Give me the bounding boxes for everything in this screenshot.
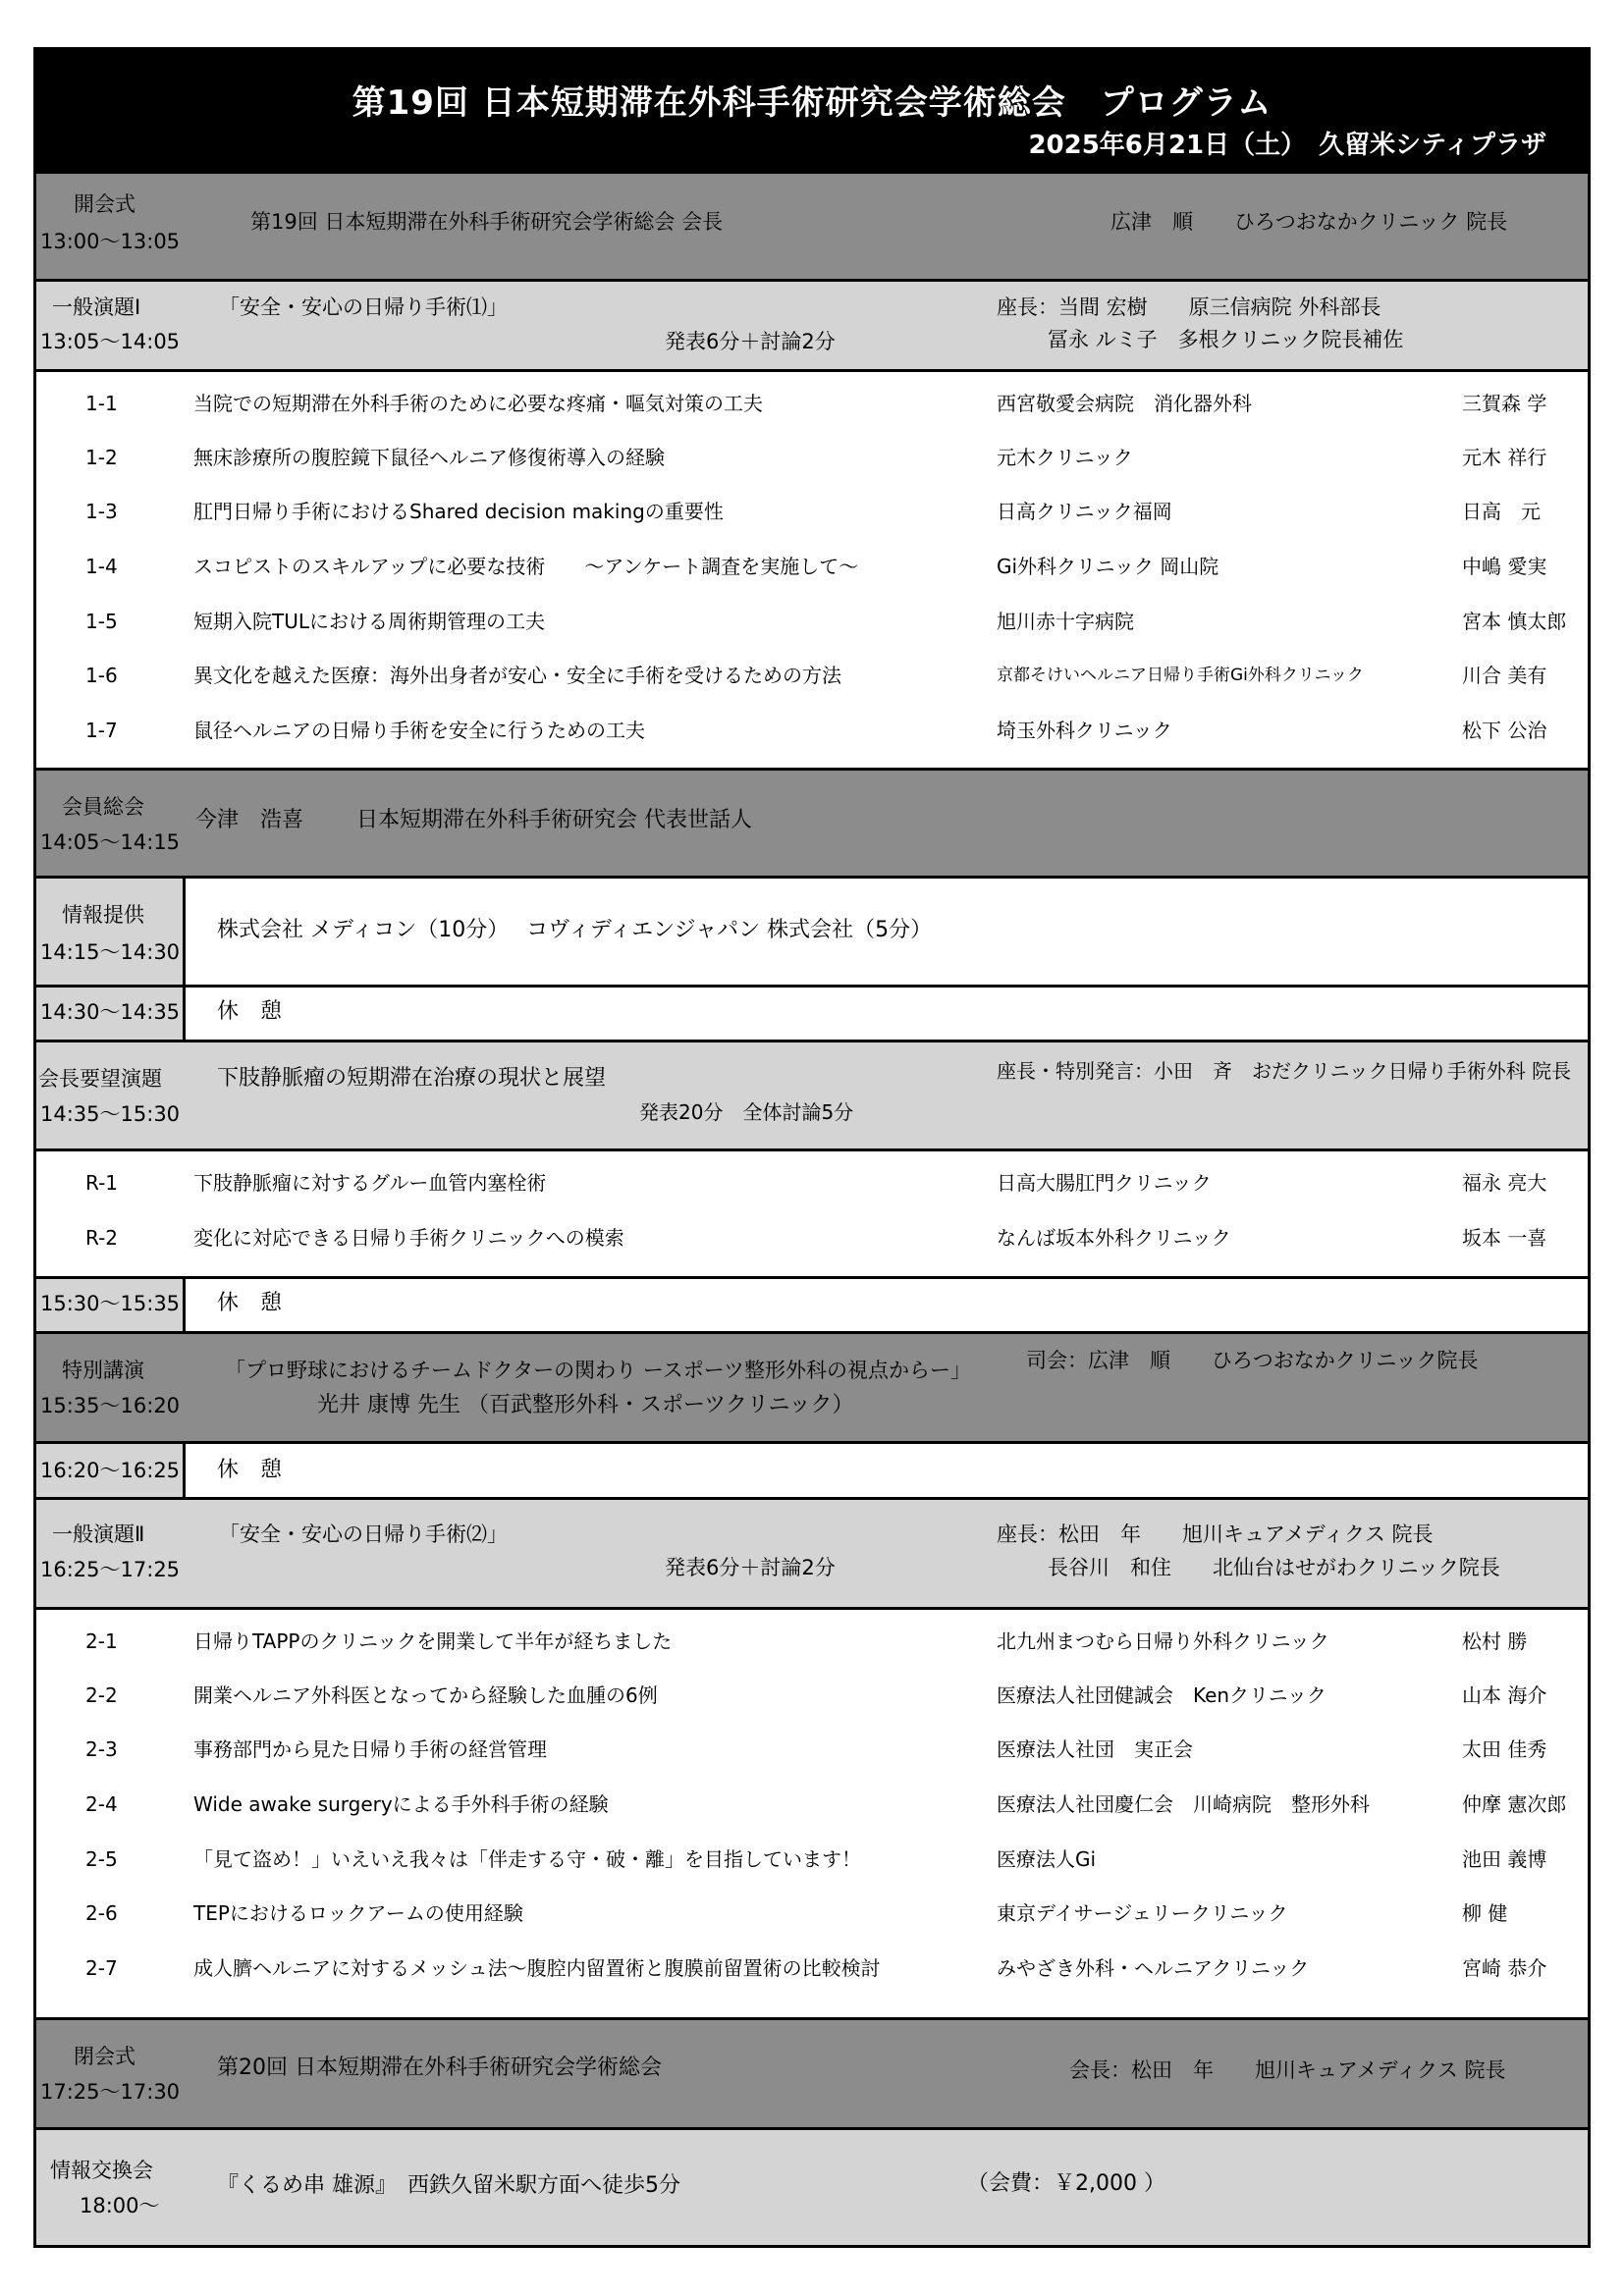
session2-format: 発表6分＋討論2分 [665, 1556, 836, 1579]
general-meeting-time: 14:05～14:15 [40, 830, 181, 854]
opening-person: 広津 順 ひろつおなかクリニック 院長 [1110, 210, 1508, 234]
table-row [36, 715, 1588, 746]
talk-speaker: 福永 亮大 [1462, 1171, 1547, 1195]
closing-time: 17:25～17:30 [40, 2080, 181, 2104]
general-meeting-section [36, 768, 1588, 876]
exchange-time: 18:00～ [80, 2194, 160, 2217]
table-row [36, 1897, 1588, 1929]
talk-institution: 旭川赤十字病院 [997, 610, 1134, 633]
session2-label: 一般演題Ⅱ [52, 1522, 145, 1546]
closing-label: 閉会式 [74, 2045, 135, 2068]
talk-number: R-1 [85, 1171, 119, 1195]
talk-title: 開業ヘルニア外科医となってから経験した血腫の6例 [193, 1683, 658, 1707]
opening-role: 第19回 日本短期滞在外科手術研究会学術総会 会長 [250, 210, 724, 234]
table-row [36, 1680, 1588, 1711]
talk-number: 2-1 [85, 1629, 118, 1653]
talk-institution: 元木クリニック [997, 446, 1133, 469]
exchange-fee: （会費：￥2,000 ） [967, 2171, 1165, 2196]
general-meeting-person: 今津 浩喜 [195, 808, 304, 832]
talk-institution: 埼玉外科クリニック [997, 719, 1172, 742]
info-section [36, 876, 1588, 985]
talk-speaker: 池田 義博 [1462, 1847, 1547, 1871]
talk-speaker: 松下 公治 [1462, 719, 1547, 742]
general-meeting-label: 会員総会 [62, 795, 144, 819]
talk-speaker: 三賀森 学 [1462, 392, 1547, 415]
session1-chair-2: 冨永 ルミ子 多根クリニック院長補佐 [1048, 328, 1404, 351]
table-row [36, 1626, 1588, 1657]
talk-title: 無床診療所の腹腔鏡下鼠径ヘルニア修復術導入の経験 [193, 446, 665, 469]
info-label: 情報提供 [62, 903, 144, 927]
session1-header [36, 279, 1588, 369]
talk-speaker: 山本 海介 [1462, 1683, 1547, 1707]
talk-title: 「見て盗め！」いえいえ我々は「伴走する守・破・離」を目指しています！ [193, 1847, 861, 1871]
break3-label: 休 憩 [217, 1458, 283, 1482]
special-time: 15:35～16:20 [40, 1394, 181, 1417]
table-row [36, 1952, 1588, 1984]
request-label: 会長要望演題 [38, 1067, 162, 1091]
talk-institution: 医療法人社団健誠会 Kenクリニック [997, 1683, 1326, 1707]
special-lecture-section [36, 1331, 1588, 1441]
request-chair: 座長・特別発言：小田 斉 おだクリニック日帰り手術外科 院長 [997, 1059, 1572, 1083]
break2-section [36, 1276, 1588, 1331]
break3-time: 16:20～16:25 [40, 1459, 181, 1482]
talk-institution: 東京デイサージェリークリニック [997, 1901, 1288, 1925]
talk-speaker: 宮本 慎太郎 [1462, 610, 1567, 633]
talk-number: 1-5 [85, 610, 118, 633]
talk-title: スコピストのスキルアップに必要な技術 ～アンケート調査を実施して～ [193, 555, 859, 578]
talk-number: 1-6 [85, 664, 118, 687]
request-talks [36, 1148, 1588, 1276]
talk-institution: みやざき外科・ヘルニアクリニック [997, 1956, 1310, 1980]
talk-title: 成人臍ヘルニアに対するメッシュ法～腹腔内留置術と腹膜前留置術の比較検討 [193, 1956, 881, 1980]
request-header [36, 1040, 1588, 1148]
talk-institution: 医療法人Gi [997, 1847, 1097, 1871]
program-header [36, 50, 1588, 171]
talk-speaker: 仲摩 憲次郎 [1462, 1792, 1567, 1816]
table-row [36, 1843, 1588, 1875]
closing-text: 第20回 日本短期滞在外科手術研究会学術総会 [217, 2056, 662, 2080]
talk-institution: 西宮敬愛会病院 消化器外科 [997, 392, 1252, 415]
talk-number: R-2 [85, 1226, 119, 1250]
talk-number: 2-2 [85, 1683, 118, 1707]
opening-section [36, 171, 1588, 279]
exchange-venue: 『くるめ串 雄源』 西鉄久留米駅方面へ徒歩5分 [217, 2173, 680, 2198]
program-date-venue: 2025年6月21日（土） 久留米シティプラザ [1028, 131, 1546, 160]
talk-title: 変化に対応できる日帰り手術クリニックへの模索 [193, 1226, 624, 1250]
info-label-box [36, 879, 186, 985]
opening-label: 開会式 [74, 192, 135, 216]
talk-number: 2-4 [85, 1792, 118, 1816]
special-speaker: 光井 康博 先生 （百武整形外科・スポーツクリニック） [317, 1393, 854, 1417]
talk-number: 1-2 [85, 446, 118, 469]
session2-time: 16:25～17:25 [40, 1558, 181, 1581]
talk-title: 事務部門から見た日帰り手術の経営管理 [193, 1737, 547, 1761]
table-row [36, 1734, 1588, 1765]
general-meeting-role: 日本短期滞在外科手術研究会 代表世話人 [356, 808, 752, 832]
talk-institution: なんば坂本外科クリニック [997, 1226, 1231, 1250]
talk-institution: 医療法人社団 実正会 [997, 1737, 1193, 1761]
talk-title: 日帰りTAPPのクリニックを開業して半年が経ちました [193, 1629, 673, 1653]
request-theme: 下肢静脈瘤の短期滞在治療の現状と展望 [217, 1066, 607, 1091]
closing-section [36, 2017, 1588, 2127]
break2-time: 15:30～15:35 [40, 1292, 181, 1315]
request-format: 発表20分 全体討論5分 [639, 1100, 854, 1124]
table-row [36, 496, 1588, 527]
table-row [36, 442, 1588, 473]
talk-institution: 日高大腸肛門クリニック [997, 1171, 1212, 1195]
program-title: 第19回 日本短期滞在外科手術研究会学術総会 プログラム [352, 83, 1272, 123]
table-row [36, 1789, 1588, 1820]
talk-title: 鼠径ヘルニアの日帰り手術を安全に行うための工夫 [193, 719, 645, 742]
special-moderator: 司会：広津 順 ひろつおなかクリニック院長 [1026, 1349, 1479, 1372]
talk-number: 1-7 [85, 719, 118, 742]
table-row [36, 388, 1588, 419]
session2-theme: 「安全・安心の日帰り手術⑵」 [219, 1522, 508, 1546]
talk-institution: 医療法人社団慶仁会 川崎病院 整形外科 [997, 1792, 1370, 1816]
talk-number: 1-3 [85, 500, 118, 523]
table-row [36, 1167, 1588, 1199]
exchange-label: 情報交換会 [50, 2159, 153, 2182]
session1-format: 発表6分＋討論2分 [665, 330, 836, 353]
info-text: 株式会社 メディコン（10分） コヴィディエンジャパン 株式会社（5分） [217, 918, 933, 942]
break1-label: 休 憩 [217, 999, 283, 1024]
talk-institution: 京都そけいヘルニア日帰り手術Gi外科クリニック [997, 666, 1364, 685]
session2-header [36, 1497, 1588, 1607]
talk-institution: Gi外科クリニック 岡山院 [997, 555, 1219, 578]
talk-speaker: 太田 佳秀 [1462, 1737, 1547, 1761]
request-time: 14:35～15:30 [40, 1102, 181, 1126]
talk-speaker: 柳 健 [1462, 1901, 1508, 1925]
talk-title: 肛門日帰り手術におけるShared decision makingの重要性 [193, 500, 724, 523]
session2-chair-2: 長谷川 和住 北仙台はせがわクリニック院長 [1048, 1556, 1500, 1579]
table-row [36, 606, 1588, 637]
talk-speaker: 中嶋 愛実 [1462, 555, 1547, 578]
talk-number: 2-3 [85, 1737, 118, 1761]
talk-title: TEPにおけるロックアームの使用経験 [193, 1901, 523, 1925]
talk-number: 2-7 [85, 1956, 118, 1980]
talk-speaker: 川合 美有 [1462, 664, 1547, 687]
break1-time: 14:30～14:35 [40, 1000, 181, 1024]
special-label: 特別講演 [62, 1359, 144, 1382]
session1-label: 一般演題Ⅰ [52, 295, 141, 319]
talk-number: 2-5 [85, 1847, 118, 1871]
talk-speaker: 日高 元 [1462, 500, 1541, 523]
table-row [36, 551, 1588, 582]
break3-section [36, 1441, 1588, 1497]
talk-number: 2-6 [85, 1901, 118, 1925]
exchange-section [36, 2127, 1588, 2245]
talk-speaker: 元木 祥行 [1462, 446, 1547, 469]
info-time: 14:15～14:30 [40, 940, 181, 964]
table-row [36, 1222, 1588, 1254]
talk-number: 1-1 [85, 392, 118, 415]
session1-talks [36, 369, 1588, 768]
talk-title: Wide awake surgeryによる手外科手術の経験 [193, 1792, 609, 1816]
session2-chair-1: 座長：松田 年 旭川キュアメディクス 院長 [997, 1522, 1434, 1546]
talk-institution: 北九州まつむら日帰り外科クリニック [997, 1629, 1329, 1653]
talk-title: 下肢静脈瘤に対するグルー血管内塞栓術 [193, 1171, 547, 1195]
talk-title: 異文化を越えた医療：海外出身者が安心・安全に手術を受けるための方法 [193, 664, 841, 687]
session1-chair-1: 座長：当間 宏樹 原三信病院 外科部長 [997, 295, 1381, 319]
session2-talks [36, 1607, 1588, 2017]
break1-section [36, 985, 1588, 1040]
talk-speaker: 宮崎 恭介 [1462, 1956, 1547, 1980]
talk-speaker: 坂本 一喜 [1462, 1226, 1547, 1250]
special-theme: 「プロ野球におけるチームドクターの関わり ースポーツ整形外科の視点からー」 [225, 1359, 971, 1382]
talk-speaker: 松村 勝 [1462, 1629, 1528, 1653]
talk-title: 当院での短期滞在外科手術のために必要な疼痛・嘔気対策の工夫 [193, 392, 763, 415]
program-page [33, 47, 1591, 2248]
session1-theme: 「安全・安心の日帰り手術⑴」 [219, 295, 508, 319]
break2-label: 休 憩 [217, 1291, 283, 1315]
session1-time: 13:05～14:05 [40, 330, 181, 353]
talk-number: 1-4 [85, 555, 118, 578]
closing-person: 会長：松田 年 旭川キュアメディクス 院長 [1069, 2058, 1506, 2082]
opening-time: 13:00～13:05 [40, 230, 181, 253]
table-row [36, 660, 1588, 691]
talk-institution: 日高クリニック福岡 [997, 500, 1172, 523]
talk-title: 短期入院TULにおける周術期管理の工夫 [193, 610, 545, 633]
